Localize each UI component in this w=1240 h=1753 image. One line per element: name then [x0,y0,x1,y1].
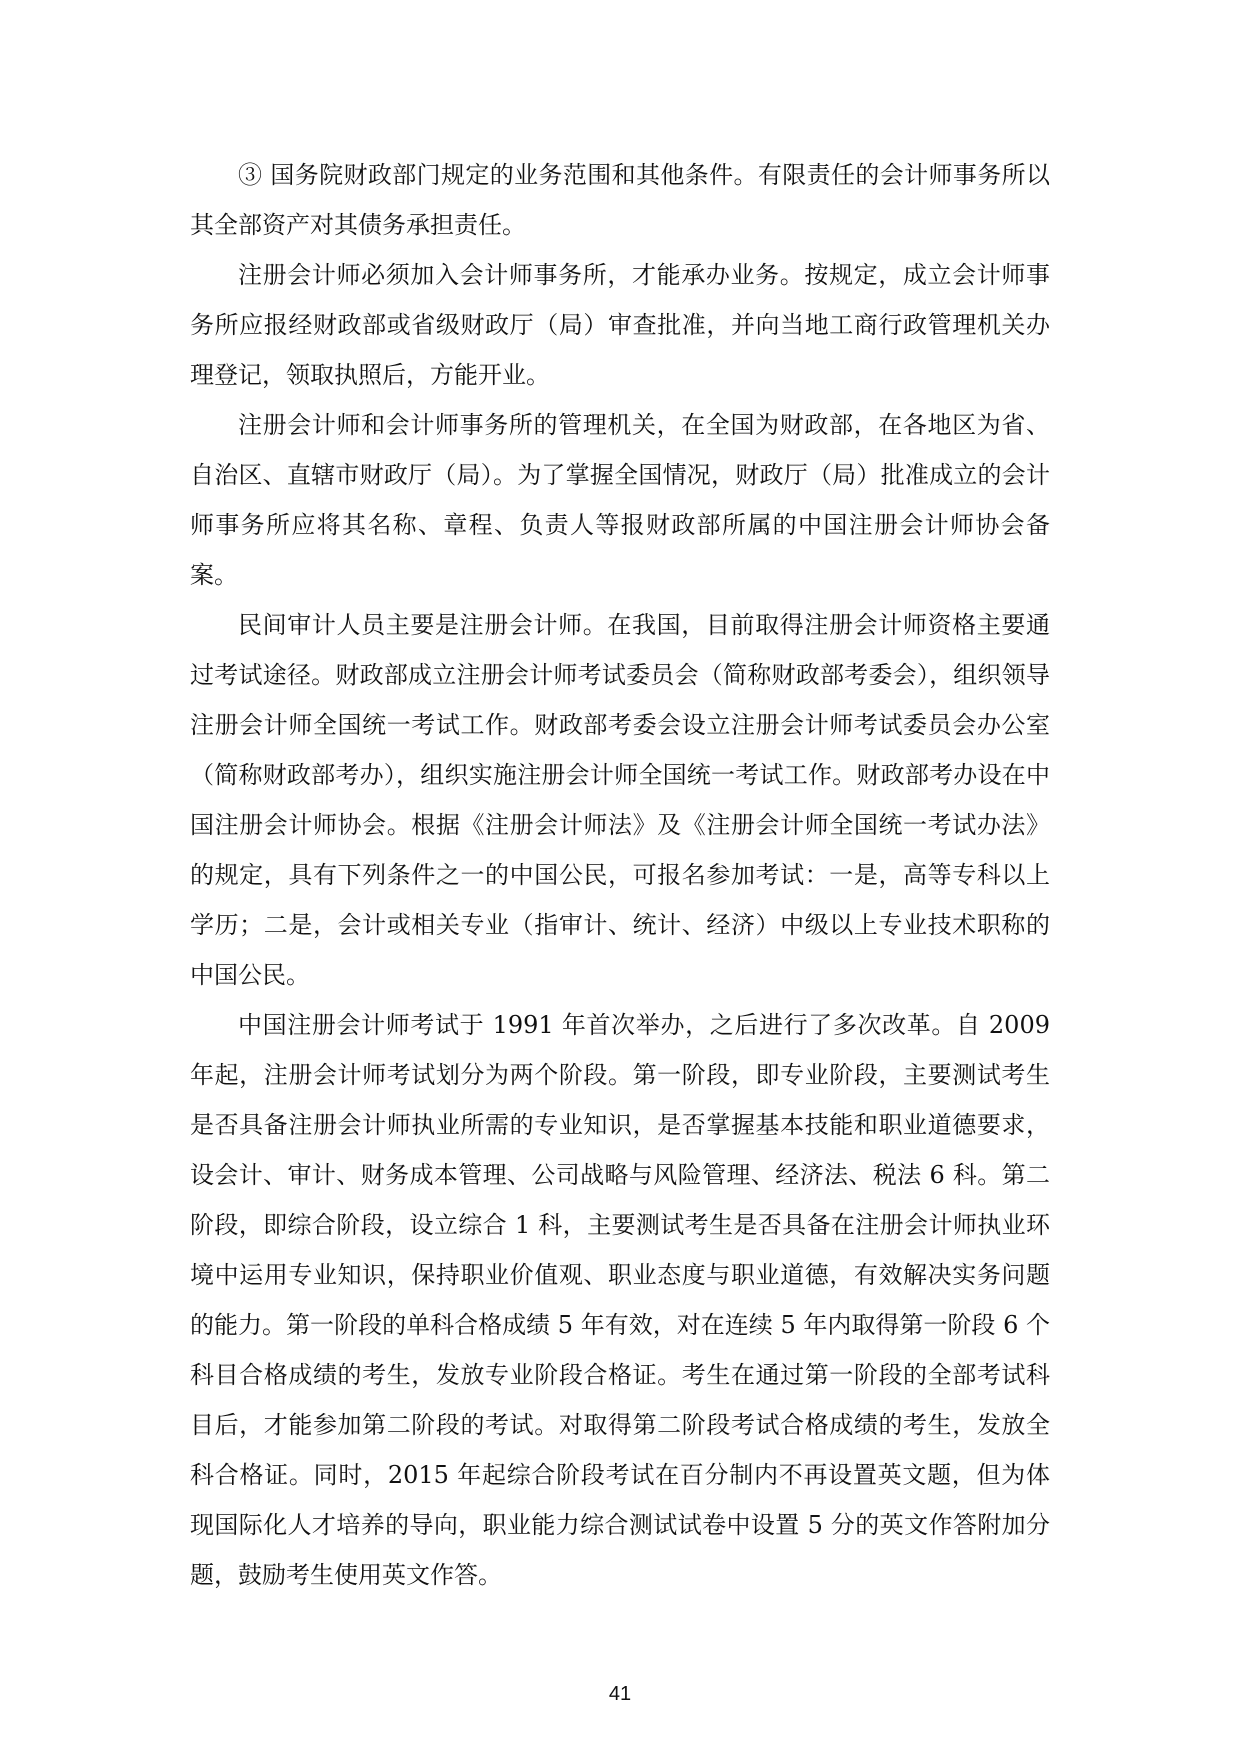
paragraph-accounting-firm-conditions: ③ 国务院财政部门规定的业务范围和其他条件。有限责任的会计师事务所以其全部资产对其债务承担责任。 [190,161,1050,239]
paragraph-firm-registration: 注册会计师必须加入会计师事务所，才能承办业务。按规定，成立会计师事务所应报经财政部或省级财政厅（局）审查批准，并向当地工商行政管理机关办理登记，领取执照后，方能开业。 [190,261,1050,389]
paragraph-cpa-exam-history: 中国注册会计师考试于 1991 年首次举办，之后进行了多次改革。自 2009 年起，注册会计师考试划分为两个阶段。第一阶段，即专业阶段，主要测试考生是否具备注册会计师执业所需的专业知识，是否掌握基本技能和职业道德要求，设会计、审计、财务成本管理、公司战略与风险管理、经济法、税法 6 科。第二阶段，即综合阶段，设立综合 1 科，主要测试考生是否具备在注册会计师执业环境中运用专业知识，保持职业价值观、职业态度与职业道德，有效解决实务问题的能力。第一阶段的单科合格成绩 5 年有效，对在连续 5 年内取得第一阶段 6 个科目合格成绩的考生，发放专业阶段合格证。考生在通过第一阶段的全部考试科目后，才能参加第二阶段的考试。对取得第二阶段考试合格成绩的考生，发放全科合格证。同时，2015 年起综合阶段考试在百分制内不再设置英文题，但为体现国际化人才培养的导向，职业能力综合测试试卷中设置 5 分的英文作答附加分题，鼓励考生使用英文作答。 [190,1011,1050,1589]
page-body [190,150,1050,1600]
page-number: 41 [608,1683,632,1705]
paragraph-management-authority: 注册会计师和会计师事务所的管理机关，在全国为财政部，在各地区为省、自治区、直辖市财政厅（局）。为了掌握全国情况，财政厅（局）批准成立的会计师事务所应将其名称、章程、负责人等报财政部所属的中国注册会计师协会备案。 [190,411,1050,589]
paragraph-cpa-qualification: 民间审计人员主要是注册会计师。在我国，目前取得注册会计师资格主要通过考试途径。财政部成立注册会计师考试委员会（简称财政部考委会），组织领导注册会计师全国统一考试工作。财政部考委会设立注册会计师考试委员会办公室（简称财政部考办），组织实施注册会计师全国统一考试工作。财政部考办设在中国注册会计师协会。根据《注册会计师法》及《注册会计师全国统一考试办法》的规定，具有下列条件之一的中国公民，可报名参加考试：一是，高等专科以上学历；二是，会计或相关专业（指审计、统计、经济）中级以上专业技术职称的中国公民。 [190,611,1050,989]
